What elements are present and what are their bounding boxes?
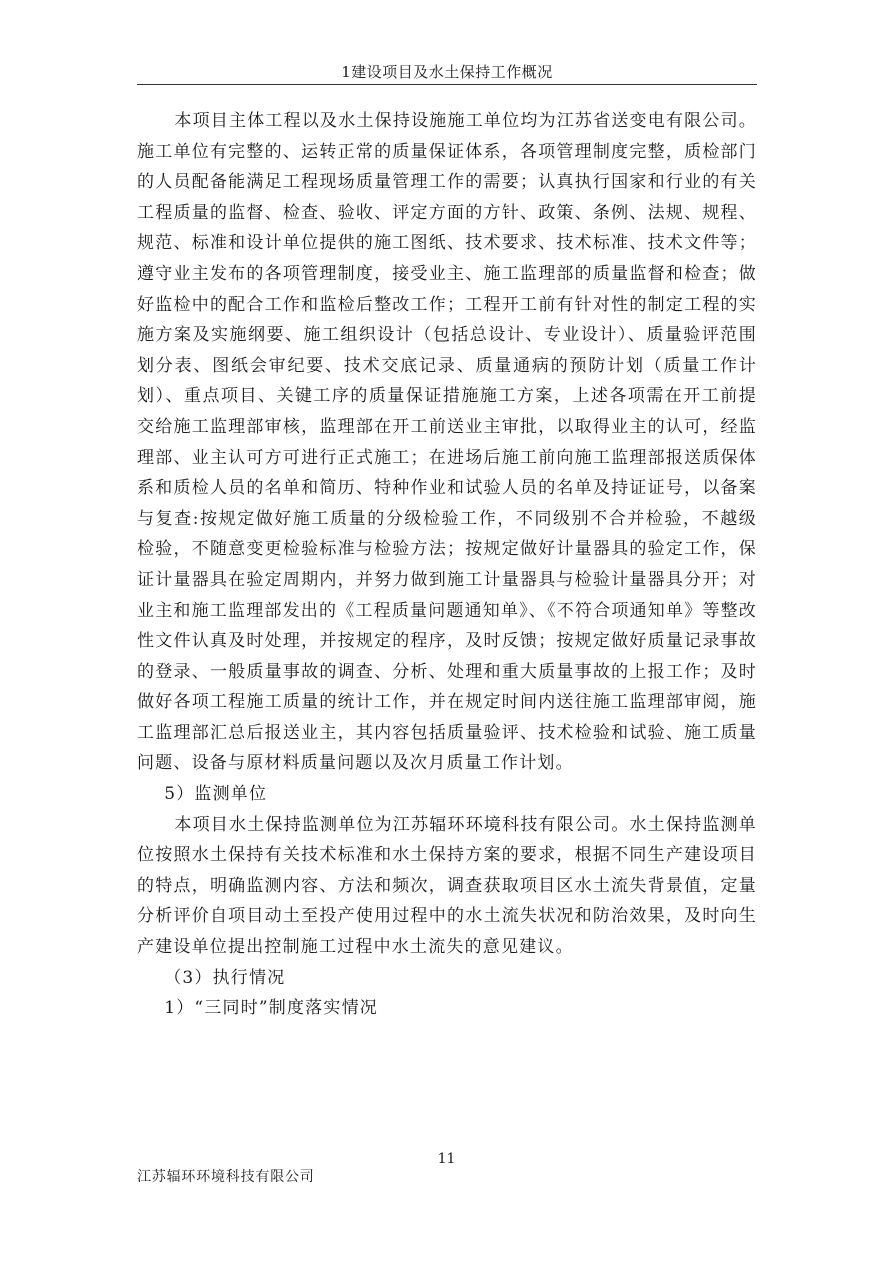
paragraph-monitoring-unit: 本项目水土保持监测单位为江苏辐环环境科技有限公司。水土保持监测单位按照水土保持有关技术标准和水土保持方案的要求，根据不同生产建设项目的特点，明确监测内容、方法和频次，调查获取项目区水土流失背景值，定量分析评价自项目动土至投产使用过程中的水土流失状况和防治效果，及时向生产建设单位提出控制施工过程中水土流失的意见建议。 [137, 814, 757, 958]
paragraph-construction-unit: 本项目主体工程以及水土保持设施施工单位均为江苏省送变电有限公司。施工单位有完整的、运转正常的质量保证体系，各项管理制度完整，质检部门的人员配备能满足工程现场质量管理工作的需要；认真执行国家和行业的有关工程质量的监督、检查、验收、评定方面的方针、政策、条例、法规、规程、规范、标准和设计单位提供的施工图纸、技术要求、技术标准、技术文件等；遵守业主发布的各项管理制度，接受业主、施工监理部的质量监督和检查；做好监检中的配合工作和监检后整改工作；工程开工前有针对性的制定工程的实施方案及实施纲要、施工组织设计（包括总设计、专业设计）、质量验评范围划分表、图纸会审纪要、技术交底记录、质量通病的预防计划（质量工作计划）、重点项目、关键工序的质量保证措施施工方案，上述各项需在开工前提交给施工监理部审核，监理部在开工前送业主审批，以取得业主的认可，经监理部、业主认可方可进行正式施工；在进场后施工前向施工监理部报送质保体系和质检人员的名单和简历、特种作业和试验人员的名单及持证证号，以备案与复查:按规定做好施工质量的分级检验工作，不同级别不合并检验，不越级检验，不随意变更检验标准与检验方法；按规定做好计量器具的验定工作，保证计量器具在验定周期内，并努力做到施工计量器具与检验计量器具分开；对业主和施工监理部发出的《工程质量问题通知单》、《不符合项通知单》等整改性文件认真及时处理，并按规定的程序，及时反馈；按规定做好质量记录事故的登录、一般质量事故的调查、分析、处理和重大质量事故的上报工作；及时做好各项工程施工质量的统计工作，并在规定时间内送往施工监理部审阅，施工监理部汇总后报送业主，其内容包括质量验评、技术检验和试验、施工质量问题、设备与原材料质量问题以及次月质量工作计划。 [137, 111, 757, 774]
running-header: 1建设项目及水土保持工作概况 [341, 63, 553, 81]
page-number: 11 [437, 1151, 456, 1167]
body-text [137, 106, 757, 1024]
footer-company: 江苏辐环环境科技有限公司 [137, 1169, 315, 1185]
heading-three-simultaneous: 1）“三同时”制度落实情况 [164, 998, 378, 1019]
header-divider [137, 84, 757, 85]
heading-monitoring-unit: 5）监测单位 [164, 784, 268, 805]
heading-implementation: （3）执行情况 [164, 967, 286, 988]
